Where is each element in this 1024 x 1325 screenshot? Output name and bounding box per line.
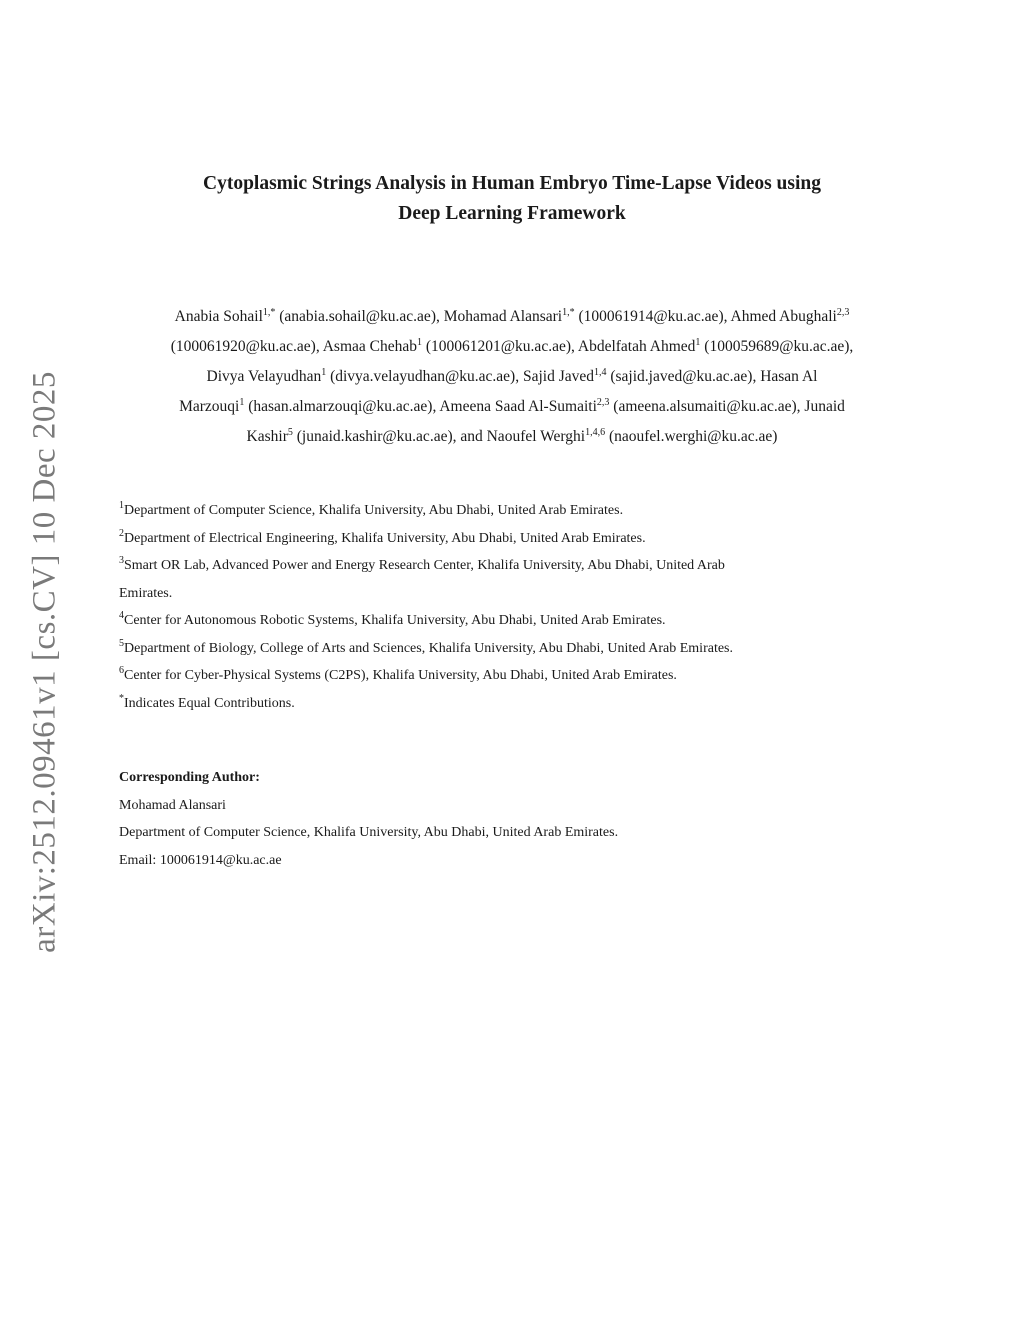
author-affiliation-mark: 2,3: [596, 397, 610, 408]
affiliation-text: Department of Electrical Engineering, Khalifa University, Abu Dhabi, United Arab Emirates.: [124, 530, 646, 546]
corresponding-author-name: Mohamad Alansari: [119, 797, 226, 813]
affiliation-item: [119, 607, 879, 635]
author-text: (100061201@ku.ac.ae), Abdelfatah Ahmed: [422, 338, 696, 355]
affiliation-mark: 2: [119, 527, 124, 539]
author-text: Marzouqi: [179, 398, 240, 415]
affiliation-mark: 5: [119, 637, 124, 649]
author-text: (junaid.kashir@ku.ac.ae), and Naoufel Werghi: [292, 428, 586, 445]
arxiv-identifier-stamp: arXiv:2512.09461v1 [cs.CV] 10 Dec 2025: [26, 371, 63, 953]
affiliation-mark: *: [119, 692, 124, 704]
author-text: Divya Velayudhan: [206, 368, 322, 385]
affiliation-item: [119, 635, 879, 663]
corresponding-author-email[interactable]: Email: 100061914@ku.ac.ae: [119, 852, 282, 868]
corresponding-author-block: [119, 764, 879, 874]
title-line-2: Deep Learning Framework: [398, 203, 626, 224]
author-text: Kashir: [246, 428, 288, 445]
affiliation-text: Department of Computer Science, Khalifa University, Abu Dhabi, United Arab Emirates.: [124, 503, 624, 518]
author-text: Anabia Sohail: [174, 308, 263, 325]
author-affiliation-mark: 2,3: [836, 307, 850, 318]
affiliation-text: Department of Biology, College of Arts and Sciences, Khalifa University, Abu Dhabi, United Arab Emirates.: [124, 640, 733, 656]
author-line-1: [110, 302, 914, 332]
author-text: (anabia.sohail@ku.ac.ae), Mohamad Alansari: [275, 308, 563, 325]
author-list: [110, 302, 914, 452]
affiliation-mark: 6: [119, 665, 124, 676]
corresponding-author-heading: Corresponding Author:: [119, 770, 260, 785]
author-affiliation-mark: 1: [417, 337, 422, 348]
author-text: (hasan.almarzouqi@ku.ac.ae), Ameena Saad Al-Sumaiti: [244, 398, 597, 415]
author-line-4: [110, 392, 914, 422]
paper-title: [120, 169, 904, 229]
affiliation-item: [119, 690, 879, 718]
author-line-3: [110, 362, 914, 392]
author-affiliation-mark: 1,*: [562, 307, 575, 318]
affiliation-text: Center for Cyber-Physical Systems (C2PS), Khalifa University, Abu Dhabi, United Arab Emirates.: [124, 668, 677, 683]
affiliation-item: [119, 552, 879, 580]
affiliation-text: Center for Autonomous Robotic Systems, Khalifa University, Abu Dhabi, United Arab Emirates.: [124, 613, 666, 628]
author-affiliation-mark: 1: [695, 337, 701, 348]
affiliation-mark: 1: [119, 500, 124, 511]
affiliation-text: Emirates.: [119, 585, 173, 601]
author-affiliation-mark: 5: [287, 427, 293, 438]
corresponding-author-department: Department of Computer Science, Khalifa University, Abu Dhabi, United Arab Emirates.: [119, 825, 619, 840]
author-text: (divya.velayudhan@ku.ac.ae), Sajid Javed: [326, 368, 594, 385]
author-line-5: [110, 422, 914, 452]
author-affiliation-mark: 1,*: [262, 307, 276, 318]
author-text: (100061914@ku.ac.ae), Ahmed Abughali: [574, 308, 837, 325]
author-affiliation-mark: 1,4,6: [585, 427, 606, 438]
affiliation-item: [119, 662, 879, 690]
author-text: (sajid.javed@ku.ac.ae), Hasan Al: [606, 368, 818, 385]
affiliation-text: Indicates Equal Contributions.: [124, 695, 295, 711]
affiliation-mark: 3: [119, 555, 124, 566]
author-text: (100061920@ku.ac.ae), Asmaa Chehab: [170, 338, 417, 355]
affiliation-item-continuation: [119, 580, 879, 608]
author-line-2: [110, 332, 914, 362]
affiliation-list: [119, 497, 879, 717]
author-affiliation-mark: 1: [239, 397, 245, 408]
affiliation-item: [119, 525, 879, 553]
affiliation-text: Smart OR Lab, Advanced Power and Energy Research Center, Khalifa University, Abu Dhabi, United Arab: [124, 558, 725, 573]
author-affiliation-mark: 1,4: [593, 367, 607, 378]
title-line-1: Cytoplasmic Strings Analysis in Human Embryo Time-Lapse Videos using: [203, 173, 821, 194]
affiliation-mark: 4: [119, 610, 124, 621]
author-text: (100059689@ku.ac.ae),: [700, 338, 854, 355]
author-text: (ameena.alsumaiti@ku.ac.ae), Junaid: [609, 398, 845, 415]
affiliation-item: [119, 497, 879, 525]
author-affiliation-mark: 1: [321, 367, 327, 378]
author-text: (naoufel.werghi@ku.ac.ae): [605, 428, 778, 445]
